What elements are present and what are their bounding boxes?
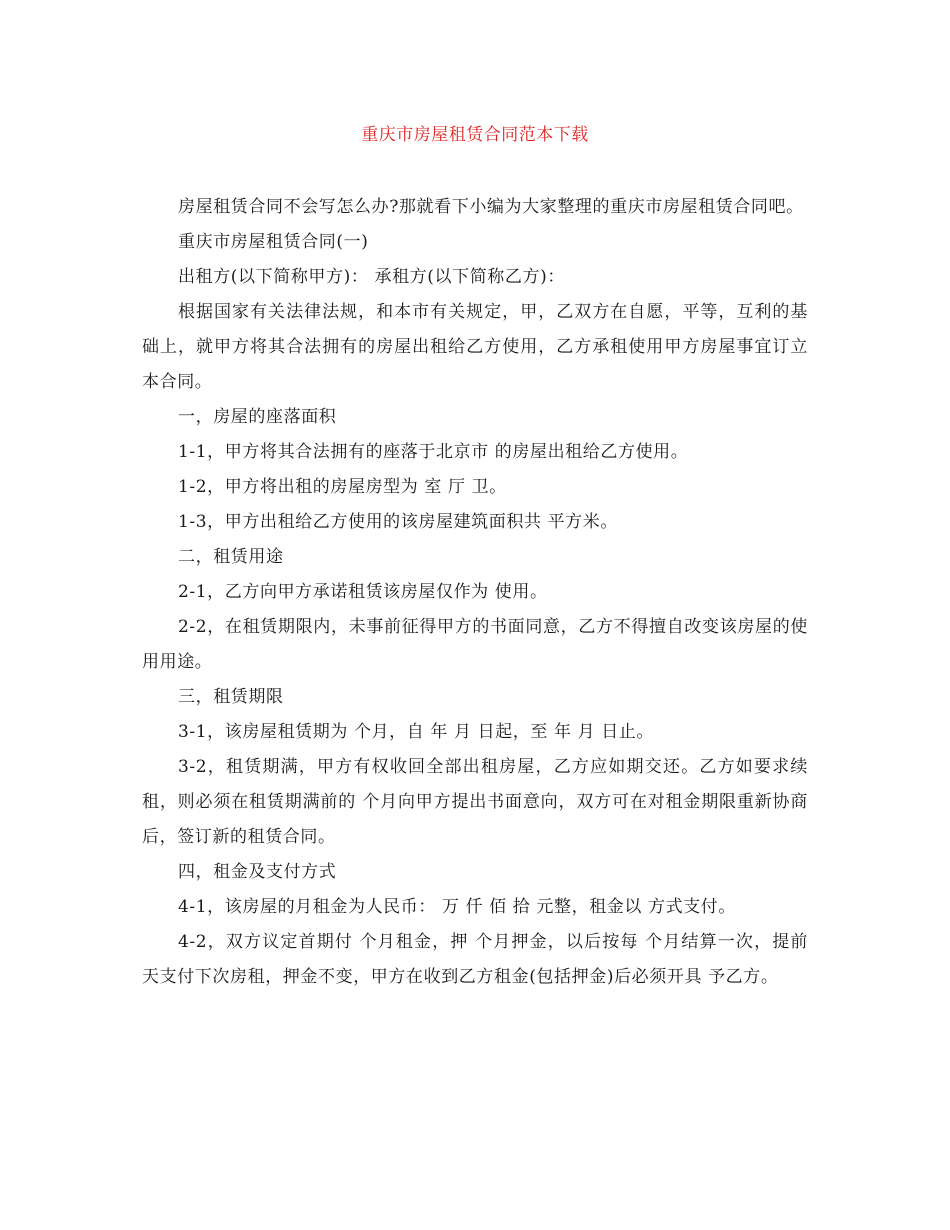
section-heading-3: 三，租赁期限 (178, 687, 284, 707)
clause-1-2: 1-2，甲方将出租的房屋房型为 室 厅 卫。 (178, 477, 507, 497)
clause-3-1: 3-1，该房屋租赁期为 个月，自 年 月 日起，至 年 月 日止。 (178, 722, 655, 742)
clause-2-2: 2-2，在租赁期限内，未事前征得甲方的书面同意，乙方不得擅自改变该房屋的使用用途。 (142, 617, 808, 672)
clause-1-3: 1-3，甲方出租给乙方使用的该房屋建筑面积共 平方米。 (178, 512, 618, 532)
section-heading-2: 二，租赁用途 (178, 547, 284, 567)
intro-paragraph: 房屋租赁合同不会写怎么办?那就看下小编为大家整理的重庆市房屋租赁合同吧。 (178, 197, 804, 217)
document-body (142, 190, 808, 995)
document-title: 重庆市房屋租赁合同范本下载 (361, 125, 589, 145)
clause-4-2: 4-2，双方议定首期付 个月租金，押 个月押金，以后按每 个月结算一次，提前 天支付下次房租，押金不变，甲方在收到乙方租金(包括押金)后必须开具 予乙方。 (142, 932, 808, 987)
contract-heading: 重庆市房屋租赁合同(一) (178, 232, 369, 252)
clause-4-1: 4-1，该房屋的月租金为人民币： 万 仟 佰 拾 元整，租金以 方式支付。 (178, 897, 736, 917)
parties-line: 出租方(以下简称甲方)： 承租方(以下简称乙方)： (178, 267, 565, 287)
clause-3-2: 3-2，租赁期满，甲方有权收回全部出租房屋，乙方应如期交还。乙方如要求续租，则必须在租赁期满前的 个月向甲方提出书面意向，双方可在对租金期限重新协商后，签订新的租赁合同。 (142, 757, 808, 847)
section-heading-1: 一，房屋的座落面积 (178, 407, 337, 427)
clause-2-1: 2-1，乙方向甲方承诺租赁该房屋仅作为 使用。 (178, 582, 548, 602)
clause-1-1: 1-1，甲方将其合法拥有的座落于北京市 的房屋出租给乙方使用。 (178, 442, 689, 462)
preamble-paragraph: 根据国家有关法律法规，和本市有关规定，甲，乙双方在自愿，平等，互利的基础上，就甲方将其合法拥有的房屋出租给乙方使用，乙方承租使用甲方房屋事宜订立本合同。 (142, 302, 808, 392)
section-heading-4: 四，租金及支付方式 (178, 862, 337, 882)
